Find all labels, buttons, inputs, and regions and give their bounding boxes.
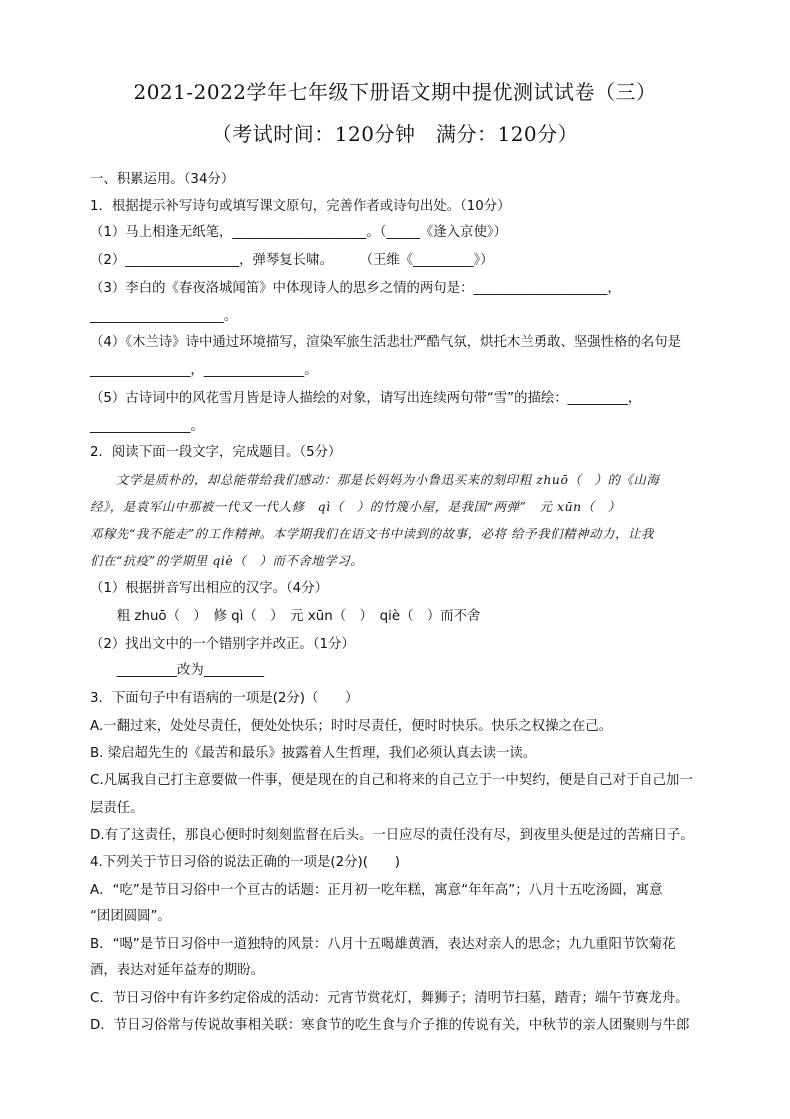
- question-2-part-1-blanks: 粗 zhuō（ ） 修 qì（ ） 元 xūn（ ） qiè（ ）而不舍: [90, 609, 481, 624]
- passage-line: 经》，是袁军山中那被一代又一代人修 qì（ ）的竹篾小屋，是我国“两弹” 元 xūn（ ）: [90, 499, 621, 514]
- question-4-option-a: A．“吃”是节日习俗中一个亘古的话题：正月初一吃年糕，寓意“年年高”；八月十五吃汤圆，寓意: [90, 883, 663, 898]
- passage-line: 们在“抗疫”的学期里 qiè（ ）而不舍地学习。: [90, 553, 364, 568]
- page-title: 2021-2022学年七年级下册语文期中提优测试试卷（三）: [133, 80, 657, 104]
- question-1-item-4: （4）《木兰诗》诗中通过环境描写，渲染军旅生活悲壮严酷气氛，烘托木兰勇敢、坚强性格的名句是: [90, 335, 682, 350]
- question-4-option-c: C．节日习俗中有许多约定俗成的活动：元宵节赏花灯，舞狮子；清明节扫墓，踏青；端午节赛龙舟。: [90, 991, 689, 1006]
- question-2-part-2-blank: _________改为_________: [90, 663, 265, 678]
- question-1-item-1: （1）马上相逢无纸笔，____________________。（_____《逢入京使》）: [90, 225, 507, 240]
- question-3-option-c-cont: 层责任。: [90, 801, 144, 816]
- question-3-option-d: D.有了这责任，那良心便时时刻刻监督在后头。一日应尽的责任没有尽，到夜里头便是过的苦痛日子。: [90, 828, 694, 843]
- passage-line: 文学是质朴的，却总能带给我们感动：那是长妈妈为小鲁迅买来的刻印粗 zhuō（ ）的《山海: [90, 472, 660, 487]
- question-1-stem: 1．根据提示补写诗句或填写课文原句，完善作者或诗句出处。（10分）: [90, 199, 511, 214]
- question-4-option-b: B．“喝”是节日习俗中一道独特的风景：八月十五喝雄黄酒，表达对亲人的思念；九九重阳节饮菊花: [90, 937, 676, 952]
- question-1-item-3: （3）李白的《春夜洛城闻笛》中体现诗人的思乡之情的两句是：____________________，: [90, 281, 621, 296]
- question-3-option-c: C.凡属我自己打主意要做一件事，便是现在的自己和将来的自己立于一中契约，便是自己对于自己加一: [90, 773, 693, 788]
- question-1-item-5: （5）古诗词中的风花雪月皆是诗人描绘的对象，请写出连续两句带“雪”的描绘：_________，: [90, 391, 642, 406]
- page-subtitle: （考试时间：120分钟 满分：120分）: [211, 122, 579, 146]
- question-3-option-a: A.一翻过来，处处尽责任，便处处快乐；时时尽责任，便时时快乐。快乐之权操之在己。: [90, 719, 613, 734]
- question-2-part-1: （1）根据拼音写出相应的汉字。（4分）: [90, 581, 328, 596]
- question-1-item-5-cont: _______________。: [90, 419, 204, 434]
- question-2-stem: 2．阅读下面一段文字，完成题目。（5分）: [90, 445, 342, 460]
- section-heading: 一、积累运用。（34分）: [90, 172, 235, 187]
- question-1-item-2: （2）_________________，弹琴复长啸。 （王维《_________》）: [90, 253, 494, 268]
- question-4-option-a-cont: “团团圆圆”。: [90, 909, 171, 924]
- question-4-option-b-cont: 酒，表达对延年益寿的期盼。: [90, 963, 265, 978]
- question-1-item-4-cont: _______________，_______________。: [90, 363, 318, 378]
- question-3-option-b: B. 梁启超先生的《最苦和最乐》披露着人生哲理，我们必须认真去读一读。: [90, 746, 537, 761]
- question-4-option-d: D．节日习俗常与传说故事相关联：寒食节的吃生食与介子推的传说有关，中秋节的亲人团聚则与牛郎: [90, 1018, 690, 1033]
- question-3-stem: 3．下面句子中有语病的一项是(2分)（ ）: [90, 691, 359, 706]
- question-2-part-2: （2）找出文中的一个错别字并改正。（1分）: [90, 637, 355, 652]
- passage-line: 邓稼先“我不能走”的工作精神。本学期我们在语文书中读到的故事，必将 给予我们精神动力，让我: [90, 526, 655, 541]
- question-1-item-3-cont: ____________________。: [90, 309, 238, 324]
- question-4-stem: 4.下列关于节日习俗的说法正确的一项是(2分)( ): [90, 855, 401, 870]
